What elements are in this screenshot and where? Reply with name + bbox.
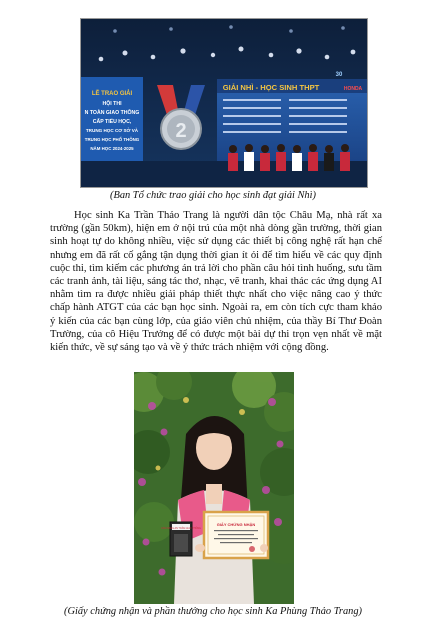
student-certificate-photo — [134, 372, 294, 604]
certificate-icon — [204, 512, 268, 558]
screen-title: GIẢI NHÌ - HỌC SINH THPT — [222, 83, 320, 92]
banner-line: N TOÀN GIAO THÔNG — [84, 110, 140, 116]
banner-line: LỄ TRAO GIẢI — [91, 91, 133, 97]
medal-number: 2 — [175, 120, 187, 142]
banner-line: TRUNG HỌC PHỔ THÔNG — [84, 137, 140, 142]
caption-award-ceremony: (Ban Tổ chức trao giải cho học sinh đạt giải Nhì) — [110, 190, 316, 201]
award-ceremony-photo — [80, 18, 368, 188]
caption-certificate: (Giấy chứng nhận và phần thưởng cho học sinh Ka Phùng Thảo Trang) — [64, 606, 362, 617]
banner-line: TRUNG HỌC CƠ SỞ VÀ — [85, 128, 139, 133]
sponsor-number: 30 — [335, 72, 343, 78]
book-label: CẨM NANG AN TOÀN GIAO THÔNG — [161, 526, 201, 530]
paragraph-text: Học sinh Ka Trần Thảo Trang là người dân tộc Châu Mạ, nhà rất xa trường (gần 50km), hiện em ở nội trú của một nhà dòng gần trường, thời gian sinh hoạt tự do không nhiều, việc sử dụng các thiết bị công nghệ rất hạn chế nhưng em đã rất cố gắng tận dụng thời gian ít ỏi để tìm hiểu về các quy định cuộc thi, tìm kiếm các phương án trả lời cho phần câu hỏi tình huống, sưu tầm các tranh ảnh, tài liệu, sáng tác thơ, nhạc, vẽ tranh, khai thác các ứng dụng AI nhằm tìm ra được nhiều giải pháp thiết thực nhất cho việc nâng cao ý thức chấp hành ATGT của các bạn học sinh. Ngoài ra, em còn tích cực tham khảo ý kiến của các bạn cùng lớp, của giáo viên chủ nhiệm, của thầy Bí Thư Đoàn Trường, của cô Hiệu Trưởng để có được một bài dự thi trọn vẹn nhất về mặt kiến thức, về sự sáng tạo và về ý thức trách nhiệm với cộng đồng. — [50, 210, 382, 354]
certificate-title: GIẤY CHỨNG NHẬN — [216, 522, 256, 527]
banner-line: CẤP TIỂU HỌC, — [92, 119, 132, 125]
banner-line: NĂM HỌC 2024-2025 — [90, 146, 134, 151]
brand-logo: HONDA — [343, 86, 363, 92]
body-paragraph — [50, 209, 382, 354]
banner-line: HỘI THI — [102, 101, 122, 107]
